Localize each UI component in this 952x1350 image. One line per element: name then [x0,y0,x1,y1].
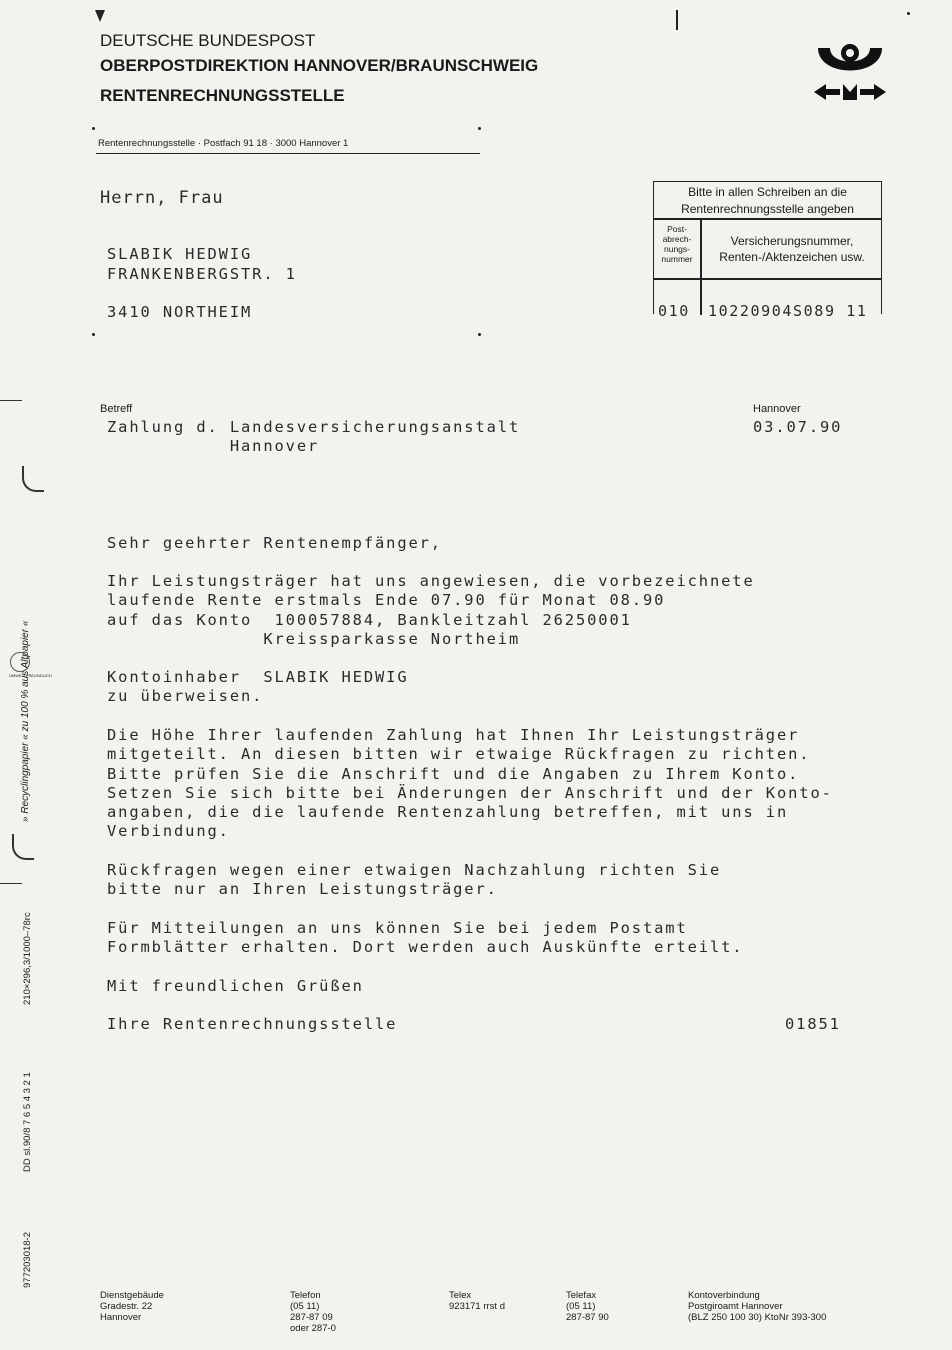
col1-line1: Post- [667,224,687,234]
fold-mark-triangle [95,10,105,22]
paragraph-2 [107,668,408,707]
fold-line-bottom [0,883,22,884]
p2-line: zu überweisen. [107,687,264,706]
footer-fax-line1: (05 11) [566,1301,596,1312]
recipient-salutation: Herrn, Frau [100,188,224,208]
reference-box [653,181,882,320]
footer-telex-value: 923171 rrst d [449,1301,505,1312]
footer-phone-line1: (05 11) [290,1301,320,1312]
footer-fax-label: Telefax [566,1290,597,1301]
letter-date: 03.07.90 [753,418,843,436]
footer-account-label: Kontoverbindung [688,1290,760,1301]
p3-line: Verbindung. [107,822,230,841]
punch-hole-1 [22,466,44,492]
p3-line: angaben, die die laufende Rentenzahlung betreffen, mit uns in [107,803,789,822]
punch-hole-2 [12,834,34,860]
letterhead-line2: OBERPOSTDIREKTION HANNOVER/BRAUNSCHWEIG [100,56,539,75]
reference-number: 01851 [785,1015,841,1033]
paragraph-1 [107,572,755,649]
subject-line2: Hannover [107,437,320,455]
letterhead-line1: DEUTSCHE BUNDESPOST [100,31,316,50]
p4-line: Rückfragen wegen einer etwaigen Nachzahlung richten Sie [107,861,722,879]
p4-line: bitte nur an Ihren Leistungsträger. [107,880,498,899]
seal-text: UMWELTFREUNDLICH [9,673,52,678]
footer-phone-line2: 287-87 09 [290,1312,333,1323]
fold-line-top [0,400,22,401]
return-address-rule [96,153,480,154]
footer-telex [449,1290,505,1312]
col1-line3: nungs- [664,244,690,254]
recipient-street: FRANKENBERGSTR. 1 [107,265,297,283]
reference-value-2: 10220904S089 11 [708,302,868,320]
reference-box-heading-2: Rentenrechnungsstelle angeben [681,202,854,216]
form-code-1: 210×296,3/1000–78rc [22,912,33,1005]
p3-line: mitgeteilt. An diesen bitten wir etwaige Rückfragen zu richten. [107,745,811,764]
place-label: Hannover [753,403,801,415]
p3-line: Die Höhe Ihrer laufenden Zahlung hat Ihnen Ihr Leistungsträger [107,726,800,744]
fold-mark-line [676,10,678,30]
p1-line: laufende Rente erstmals Ende 07.90 für Monat 08.90 [107,591,666,610]
p2-line: Kontoinhaber SLABIK HEDWIG [107,668,409,686]
greeting: Sehr geehrter Rentenempfänger, [107,534,442,552]
paragraph-5 [107,919,743,958]
p1-line: auf das Konto 100057884, Bankleitzahl 26250001 [107,610,632,629]
footer-telex-label: Telex [449,1290,472,1301]
paragraph-3 [107,726,833,842]
col2-line2: Renten-/Aktenzeichen usw. [719,250,865,264]
closing: Mit freundlichen Grüßen [107,977,364,995]
post-horn-logo-icon [810,40,890,104]
footer-building-street: Gradestr. 22 [100,1301,153,1312]
footer-building-city: Hannover [100,1312,142,1323]
footer-phone-label: Telefon [290,1290,321,1301]
footer-building-label: Dienstgebäude [100,1290,164,1301]
footer-account-line2: (BLZ 250 100 30) KtoNr 393-300 [688,1312,827,1323]
return-address: Rentenrechnungsstelle · Postfach 91 18 · 3000 Hannover 1 [98,138,349,149]
recycling-note: » Recyclingpapier « zu 100 % aus Altpapier « [20,620,31,822]
signature: Ihre Rentenrechnungsstelle [107,1015,398,1033]
p3-line: Bitte prüfen Sie die Anschrift und die Angaben zu Ihrem Konto. [107,764,800,783]
footer-account-line1: Postgiroamt Hannover [688,1301,783,1312]
dot [907,12,910,15]
footer-fax [566,1290,609,1323]
footer-building [100,1290,164,1323]
form-code-3: 977203018-2 [22,1232,33,1288]
p1-line: Ihr Leistungsträger hat uns angewiesen, die vorbezeichnete [107,572,755,590]
paragraph-4 [107,861,721,900]
reference-value-1: 010 [658,302,690,320]
footer-phone [290,1290,336,1334]
subject-line1: Zahlung d. Landesversicherungsanstalt [107,418,521,436]
reference-box-heading-1: Bitte in allen Schreiben an die [688,185,847,199]
p3-line: Setzen Sie sich bitte bei Änderungen der Anschrift und der Konto- [107,783,833,802]
col1-line2: abrech- [662,234,692,244]
p5-line: Für Mitteilungen an uns können Sie bei jedem Postamt [107,919,688,937]
footer-fax-line2: 287-87 90 [566,1312,609,1323]
col1-line4: nummer [661,254,693,264]
recipient-city: 3410 NORTHEIM [107,303,253,321]
recipient-name: SLABIK HEDWIG [107,245,253,263]
footer-phone-line3: oder 287-0 [290,1323,336,1334]
p5-line: Formblätter erhalten. Dort werden auch Auskünfte erteilt. [107,938,744,957]
subject-label: Betreff [100,403,133,415]
form-code-2: DD sl.90/8 7 6 5 4 3 2 1 [22,1072,33,1172]
recycling-seal-icon [9,652,52,678]
footer-account [688,1290,826,1323]
col2-line1: Versicherungsnummer, [730,234,854,248]
letterhead-line3: RENTENRECHNUNGSSTELLE [100,86,345,105]
p1-line: Kreissparkasse Northeim [107,629,521,648]
